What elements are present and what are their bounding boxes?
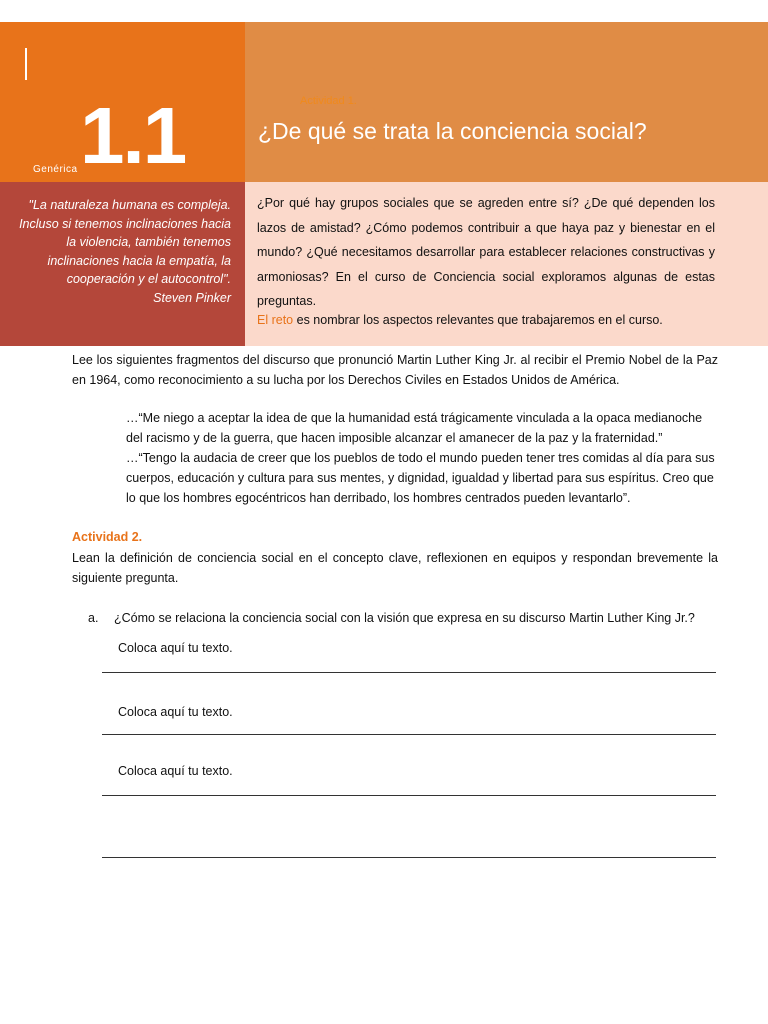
speech-fragment-1: …“Me niego a aceptar la idea de que la humanidad está trágicamente vinculada a la opaca medianoche del racismo y de la guerra, que hacen imposible alcanzar el amanecer de la paz y la fraternidad.”: [126, 411, 703, 445]
decorative-bar: [25, 48, 27, 80]
intro-text: ¿Por qué hay grupos sociales que se agreden entre sí? ¿De qué dependen los lazos de amistad? ¿Cómo podemos contribuir a que haya paz y bienestar en el mundo? ¿Qué necesitamos desarrollar para establecer relaciones constructivas y armoniosas? En el curso de Conciencia social exploramos algunas de estas preguntas.: [257, 196, 715, 308]
speech-fragments: [126, 408, 718, 508]
generic-label: Genérica: [33, 164, 78, 175]
question-letter: a.: [88, 611, 99, 625]
quote-author: Steven Pinker: [153, 290, 231, 305]
activity-1-label: Actividad 1.: [300, 95, 357, 107]
page-title: ¿De qué se trata la conciencia social?: [258, 118, 647, 144]
quote: [11, 196, 231, 307]
answer-field-1[interactable]: Coloca aquí tu texto.: [118, 641, 233, 655]
answer-line-1: [102, 672, 716, 673]
challenge-text: es nombrar los aspectos relevantes que trabajaremos en el curso.: [293, 313, 663, 327]
reading-intro: Lee los siguientes fragmentos del discurso que pronunció Martin Luther King Jr. al recibir el Premio Nobel de la Paz en 1964, como reconocimiento a su lucha por los Derechos Civiles en Estados Unidos de América.: [72, 353, 718, 387]
speech-fragment-2: …“Tengo la audacia de creer que los pueblos de todo el mundo pueden tener tres comidas al día para sus cuerpos, educación y cultura para sus mentes, y dignidad, igualdad y libertad para sus espíritus. Creo que lo que los hombres egocéntricos han derribado, los hombres centrados pueden levantarlo”.: [126, 451, 715, 505]
question-text: ¿Cómo se relaciona la conciencia social con la visión que expresa en su discurso Martin Luther King Jr.?: [114, 611, 695, 625]
intro-box: [245, 182, 768, 346]
answer-line-2: [102, 734, 716, 735]
section-number: 1.1: [80, 91, 186, 180]
challenge-statement: [257, 313, 737, 327]
activity-2-label: Actividad 2.: [72, 530, 143, 544]
answer-line-4: [102, 857, 716, 858]
activity-2-instruction: Lean la definición de conciencia social en el concepto clave, reflexionen en equipos y respondan brevemente la siguiente pregunta.: [72, 551, 718, 585]
answer-field-2[interactable]: Coloca aquí tu texto.: [118, 705, 233, 719]
answer-field-3[interactable]: Coloca aquí tu texto.: [118, 764, 233, 778]
quote-text: "La naturaleza humana es compleja. Incluso si tenemos inclinaciones hacia la violencia, también tenemos inclinaciones hacia la empatía, la cooperación y el autocontrol".: [19, 198, 231, 286]
answer-line-3: [102, 795, 716, 796]
challenge-highlight: El reto: [257, 313, 294, 327]
quote-box: [0, 182, 245, 346]
